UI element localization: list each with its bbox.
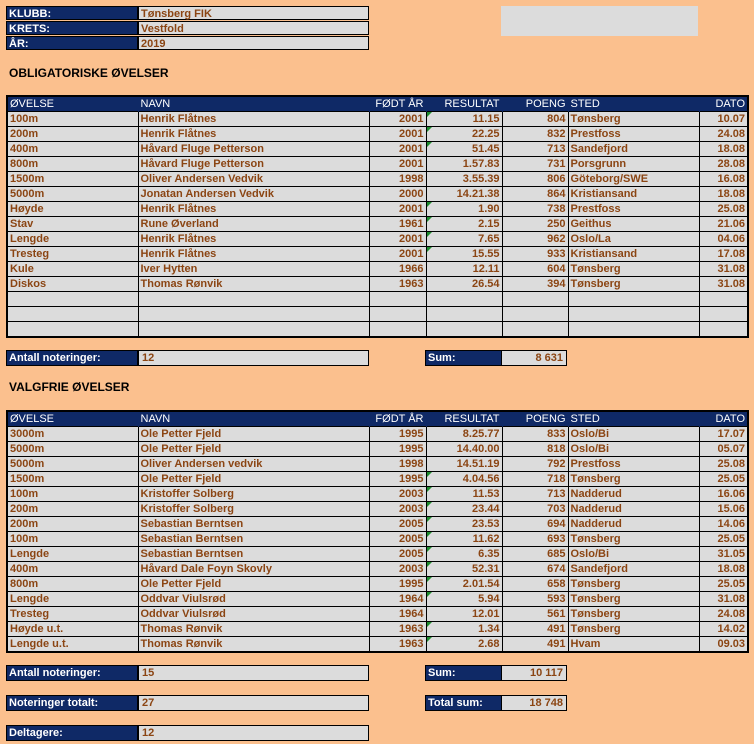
table-row: [7, 517, 748, 532]
cell-sted[interactable]: Sandefjord: [568, 142, 699, 157]
cell-dato[interactable]: 17.07: [699, 427, 748, 442]
cell-navn[interactable]: Henrik Flåtnes: [138, 112, 369, 127]
cell-dato[interactable]: 17.08: [699, 247, 748, 262]
comment-indicator-icon: [427, 637, 432, 642]
cell-fodt[interactable]: 2005: [369, 517, 426, 532]
cell-poeng[interactable]: [502, 322, 568, 338]
cell-fodt[interactable]: 2003: [369, 502, 426, 517]
cell-navn[interactable]: Jonatan Andersen Vedvik: [138, 187, 369, 202]
cell-navn[interactable]: Sebastian Berntsen: [138, 547, 369, 562]
cell-fodt[interactable]: 1995: [369, 427, 426, 442]
cell-sted[interactable]: Prestfoss: [568, 202, 699, 217]
valg-antall-value[interactable]: 15: [138, 665, 369, 681]
cell-fodt[interactable]: 1995: [369, 472, 426, 487]
cell-navn[interactable]: Ole Petter Fjeld: [138, 577, 369, 592]
col-poeng: POENG: [502, 96, 568, 112]
cell-dato[interactable]: 25.05: [699, 532, 748, 547]
cell-sted[interactable]: Tønsberg: [568, 277, 699, 292]
cell-poeng[interactable]: 864: [502, 187, 568, 202]
table-row: [7, 472, 748, 487]
cell-fodt[interactable]: 1964: [369, 607, 426, 622]
ar-value[interactable]: 2019: [138, 36, 369, 50]
cell-sted[interactable]: Kristiansand: [568, 187, 699, 202]
table-row: [7, 292, 748, 307]
cell-dato[interactable]: 18.08: [699, 187, 748, 202]
table-row: [7, 277, 748, 292]
cell-navn[interactable]: Henrik Flåtnes: [138, 127, 369, 142]
cell-sted[interactable]: Geithus: [568, 217, 699, 232]
deltagere-value[interactable]: 12: [138, 725, 369, 741]
cell-dato[interactable]: 31.05: [699, 547, 748, 562]
cell-poeng[interactable]: 818: [502, 442, 568, 457]
cell-navn[interactable]: [138, 307, 369, 322]
col-dato: DATO: [699, 411, 748, 427]
cell-dato[interactable]: 15.06: [699, 502, 748, 517]
comment-indicator-icon: [427, 487, 432, 492]
valg-antall-label: Antall noteringer:: [6, 665, 138, 681]
cell-resultat[interactable]: 23.44: [426, 502, 502, 517]
comment-indicator-icon: [427, 577, 432, 582]
cell-ovelse[interactable]: 3000m: [7, 427, 138, 442]
cell-sted[interactable]: Tønsberg: [568, 532, 699, 547]
valgfrie-title: VALGFRIE ØVELSER: [9, 380, 130, 394]
cell-dato[interactable]: 25.05: [699, 577, 748, 592]
oblig-antall-label: Antall noteringer:: [6, 350, 138, 366]
oblig-sum-value[interactable]: 8 631: [501, 350, 567, 366]
cell-sted[interactable]: Tønsberg: [568, 472, 699, 487]
cell-sted[interactable]: Tønsberg: [568, 607, 699, 622]
table-row: [7, 577, 748, 592]
cell-ovelse[interactable]: Diskos: [7, 277, 138, 292]
cell-sted[interactable]: Tønsberg: [568, 592, 699, 607]
cell-dato[interactable]: 31.08: [699, 262, 748, 277]
cell-sted[interactable]: Tønsberg: [568, 112, 699, 127]
comment-indicator-icon: [427, 592, 432, 597]
cell-poeng[interactable]: 731: [502, 157, 568, 172]
cell-sted[interactable]: Prestfoss: [568, 127, 699, 142]
cell-dato[interactable]: 25.08: [699, 202, 748, 217]
cell-fodt[interactable]: 2001: [369, 127, 426, 142]
comment-indicator-icon: [427, 517, 432, 522]
table-header-row: [7, 411, 748, 427]
cell-dato[interactable]: 25.05: [699, 472, 748, 487]
cell-resultat[interactable]: 12.01: [426, 607, 502, 622]
cell-poeng[interactable]: 933: [502, 247, 568, 262]
table-row: [7, 157, 748, 172]
cell-dato[interactable]: 25.08: [699, 457, 748, 472]
cell-navn[interactable]: Thomas Rønvik: [138, 277, 369, 292]
table-row: [7, 562, 748, 577]
comment-indicator-icon: [427, 112, 432, 117]
cell-ovelse[interactable]: Lengde u.t.: [7, 637, 138, 653]
table-row: [7, 637, 748, 653]
cell-dato[interactable]: 09.03: [699, 637, 748, 653]
cell-ovelse[interactable]: 100m: [7, 487, 138, 502]
empty-grey-cell: [501, 6, 698, 36]
cell-poeng[interactable]: 703: [502, 502, 568, 517]
cell-fodt[interactable]: 1964: [369, 592, 426, 607]
cell-sted[interactable]: Tønsberg: [568, 577, 699, 592]
cell-ovelse[interactable]: Lengde: [7, 232, 138, 247]
cell-navn[interactable]: Oliver Andersen Vedvik: [138, 172, 369, 187]
ar-label: ÅR:: [6, 36, 138, 50]
cell-navn[interactable]: Iver Hytten: [138, 262, 369, 277]
cell-resultat[interactable]: 12.11: [426, 262, 502, 277]
comment-indicator-icon: [427, 247, 432, 252]
comment-indicator-icon: [427, 562, 432, 567]
table-row: [7, 592, 748, 607]
cell-ovelse[interactable]: 100m: [7, 112, 138, 127]
cell-dato[interactable]: 24.08: [699, 127, 748, 142]
cell-ovelse[interactable]: Lengde: [7, 592, 138, 607]
cell-ovelse[interactable]: 5000m: [7, 187, 138, 202]
table-row: [7, 307, 748, 322]
cell-ovelse[interactable]: [7, 322, 138, 338]
cell-ovelse[interactable]: Kule: [7, 262, 138, 277]
table-row: [7, 262, 748, 277]
cell-fodt[interactable]: 2001: [369, 232, 426, 247]
table-row: [7, 427, 748, 442]
cell-poeng[interactable]: 250: [502, 217, 568, 232]
col-dato: DATO: [699, 96, 748, 112]
table-row: [7, 547, 748, 562]
comment-indicator-icon: [427, 622, 432, 627]
cell-resultat[interactable]: 6.35: [426, 547, 502, 562]
cell-navn[interactable]: Kristoffer Solberg: [138, 487, 369, 502]
comment-indicator-icon: [427, 472, 432, 477]
cell-dato[interactable]: 18.08: [699, 142, 748, 157]
cell-poeng[interactable]: 593: [502, 592, 568, 607]
table-row: [7, 187, 748, 202]
cell-ovelse[interactable]: 100m: [7, 532, 138, 547]
cell-resultat[interactable]: 11.62: [426, 532, 502, 547]
comment-indicator-icon: [427, 202, 432, 207]
cell-navn[interactable]: Ole Petter Fjeld: [138, 427, 369, 442]
cell-poeng[interactable]: 832: [502, 127, 568, 142]
cell-fodt[interactable]: 2001: [369, 112, 426, 127]
cell-poeng[interactable]: 561: [502, 607, 568, 622]
cell-resultat[interactable]: [426, 322, 502, 338]
cell-poeng[interactable]: 792: [502, 457, 568, 472]
obligatoriske-title: OBLIGATORISKE ØVELSER: [9, 66, 169, 80]
cell-sted[interactable]: Nadderud: [568, 502, 699, 517]
cell-poeng[interactable]: 658: [502, 577, 568, 592]
cell-navn[interactable]: Sebastian Berntsen: [138, 517, 369, 532]
cell-poeng[interactable]: 713: [502, 142, 568, 157]
cell-navn[interactable]: Oddvar Viulsrød: [138, 592, 369, 607]
cell-dato[interactable]: 21.06: [699, 217, 748, 232]
cell-resultat[interactable]: 3.55.39: [426, 172, 502, 187]
col-ovelse: ØVELSE: [7, 96, 138, 112]
valg-sum-value[interactable]: 10 117: [501, 665, 567, 681]
table-row: [7, 487, 748, 502]
cell-sted[interactable]: Kristiansand: [568, 247, 699, 262]
cell-fodt[interactable]: 1966: [369, 262, 426, 277]
cell-ovelse[interactable]: 200m: [7, 127, 138, 142]
cell-fodt[interactable]: 1998: [369, 172, 426, 187]
col-sted: STED: [568, 96, 699, 112]
table-row: [7, 247, 748, 262]
table-row: [7, 322, 748, 338]
cell-dato[interactable]: 14.02: [699, 622, 748, 637]
cell-dato[interactable]: [699, 322, 748, 338]
cell-dato[interactable]: 10.07: [699, 112, 748, 127]
cell-poeng[interactable]: 491: [502, 622, 568, 637]
table-header-row: [7, 96, 748, 112]
cell-sted[interactable]: [568, 307, 699, 322]
cell-ovelse[interactable]: 1500m: [7, 172, 138, 187]
obligatoriske-table: [6, 95, 749, 338]
cell-fodt[interactable]: 2001: [369, 142, 426, 157]
cell-ovelse[interactable]: Lengde: [7, 547, 138, 562]
comment-indicator-icon: [427, 217, 432, 222]
cell-dato[interactable]: 16.08: [699, 172, 748, 187]
table-row: [7, 217, 748, 232]
cell-fodt[interactable]: 1963: [369, 277, 426, 292]
cell-poeng[interactable]: 713: [502, 487, 568, 502]
cell-ovelse[interactable]: 400m: [7, 562, 138, 577]
cell-ovelse[interactable]: [7, 307, 138, 322]
cell-fodt[interactable]: 1961: [369, 217, 426, 232]
cell-navn[interactable]: Oliver Andersen vedvik: [138, 457, 369, 472]
cell-poeng[interactable]: 804: [502, 112, 568, 127]
cell-sted[interactable]: Oslo/Bi: [568, 547, 699, 562]
oblig-antall-value[interactable]: 12: [138, 350, 369, 366]
cell-ovelse[interactable]: 1500m: [7, 472, 138, 487]
cell-resultat[interactable]: 14.21.38: [426, 187, 502, 202]
noteringer-totalt-label: Noteringer totalt:: [6, 695, 138, 711]
cell-resultat[interactable]: 2.68: [426, 637, 502, 653]
cell-ovelse[interactable]: 800m: [7, 577, 138, 592]
cell-resultat[interactable]: 14.51.19: [426, 457, 502, 472]
noteringer-totalt-value[interactable]: 27: [138, 695, 369, 711]
cell-sted[interactable]: Sandefjord: [568, 562, 699, 577]
cell-resultat[interactable]: 11.53: [426, 487, 502, 502]
cell-poeng[interactable]: 693: [502, 532, 568, 547]
cell-resultat[interactable]: 11.15: [426, 112, 502, 127]
cell-navn[interactable]: [138, 292, 369, 307]
klubb-label: KLUBB:: [6, 6, 138, 20]
cell-sted[interactable]: Tønsberg: [568, 622, 699, 637]
cell-sted[interactable]: Göteborg/SWE: [568, 172, 699, 187]
cell-fodt[interactable]: [369, 322, 426, 338]
cell-ovelse[interactable]: Stav: [7, 217, 138, 232]
cell-dato[interactable]: 28.08: [699, 157, 748, 172]
cell-dato[interactable]: 24.08: [699, 607, 748, 622]
col-navn: NAVN: [138, 96, 369, 112]
cell-resultat[interactable]: 2.01.54: [426, 577, 502, 592]
cell-sted[interactable]: Nadderud: [568, 487, 699, 502]
table-row: [7, 127, 748, 142]
cell-fodt[interactable]: 2000: [369, 187, 426, 202]
comment-indicator-icon: [427, 547, 432, 552]
cell-fodt[interactable]: 1995: [369, 442, 426, 457]
cell-fodt[interactable]: 2003: [369, 487, 426, 502]
cell-fodt[interactable]: 1998: [369, 457, 426, 472]
cell-navn[interactable]: Thomas Rønvik: [138, 622, 369, 637]
cell-navn[interactable]: Henrik Flåtnes: [138, 247, 369, 262]
cell-sted[interactable]: Tønsberg: [568, 262, 699, 277]
valg-sum-label: Sum:: [425, 665, 502, 681]
table-row: [7, 622, 748, 637]
cell-resultat[interactable]: 5.94: [426, 592, 502, 607]
cell-resultat[interactable]: 1.90: [426, 202, 502, 217]
table-row: [7, 607, 748, 622]
cell-resultat[interactable]: 23.53: [426, 517, 502, 532]
cell-navn[interactable]: Sebastian Berntsen: [138, 532, 369, 547]
table-row: [7, 172, 748, 187]
cell-dato[interactable]: 18.08: [699, 562, 748, 577]
cell-fodt[interactable]: 1963: [369, 622, 426, 637]
cell-sted[interactable]: Nadderud: [568, 517, 699, 532]
cell-poeng[interactable]: 685: [502, 547, 568, 562]
col-fodt: FØDT ÅR: [369, 411, 426, 427]
cell-navn[interactable]: Ole Petter Fjeld: [138, 472, 369, 487]
cell-resultat[interactable]: 1.34: [426, 622, 502, 637]
cell-ovelse[interactable]: 200m: [7, 517, 138, 532]
col-sted: STED: [568, 411, 699, 427]
col-navn: NAVN: [138, 411, 369, 427]
cell-resultat[interactable]: [426, 307, 502, 322]
comment-indicator-icon: [427, 232, 432, 237]
cell-ovelse[interactable]: 5000m: [7, 457, 138, 472]
cell-navn[interactable]: Håvard Fluge Petterson: [138, 142, 369, 157]
cell-fodt[interactable]: 2001: [369, 247, 426, 262]
cell-sted[interactable]: Oslo/La: [568, 232, 699, 247]
cell-poeng[interactable]: 833: [502, 427, 568, 442]
valgfrie-table: [6, 410, 749, 653]
cell-ovelse[interactable]: 5000m: [7, 442, 138, 457]
col-resultat: RESULTAT: [426, 411, 502, 427]
col-poeng: POENG: [502, 411, 568, 427]
cell-fodt[interactable]: 1995: [369, 577, 426, 592]
cell-fodt[interactable]: 2005: [369, 532, 426, 547]
cell-ovelse[interactable]: 200m: [7, 502, 138, 517]
deltagere-label: Deltagere:: [6, 725, 138, 741]
cell-dato[interactable]: [699, 307, 748, 322]
cell-poeng[interactable]: 491: [502, 637, 568, 653]
cell-navn[interactable]: Oddvar Viulsrød: [138, 607, 369, 622]
table-row: [7, 442, 748, 457]
comment-indicator-icon: [427, 502, 432, 507]
cell-poeng[interactable]: 604: [502, 262, 568, 277]
cell-dato[interactable]: 14.06: [699, 517, 748, 532]
cell-poeng[interactable]: [502, 292, 568, 307]
cell-fodt[interactable]: [369, 292, 426, 307]
cell-resultat[interactable]: 2.15: [426, 217, 502, 232]
col-fodt: FØDT ÅR: [369, 96, 426, 112]
cell-navn[interactable]: [138, 322, 369, 338]
cell-resultat[interactable]: 1.57.83: [426, 157, 502, 172]
col-resultat: RESULTAT: [426, 96, 502, 112]
cell-ovelse[interactable]: [7, 292, 138, 307]
cell-fodt[interactable]: [369, 307, 426, 322]
cell-resultat[interactable]: 26.54: [426, 277, 502, 292]
cell-fodt[interactable]: 2005: [369, 547, 426, 562]
cell-sted[interactable]: [568, 322, 699, 338]
cell-ovelse[interactable]: Høyde u.t.: [7, 622, 138, 637]
cell-navn[interactable]: Rune Øverland: [138, 217, 369, 232]
cell-sted[interactable]: Oslo/Bi: [568, 427, 699, 442]
cell-poeng[interactable]: 674: [502, 562, 568, 577]
cell-dato[interactable]: [699, 292, 748, 307]
cell-resultat[interactable]: 22.25: [426, 127, 502, 142]
table-row: [7, 112, 748, 127]
cell-dato[interactable]: 31.08: [699, 277, 748, 292]
cell-navn[interactable]: Henrik Flåtnes: [138, 232, 369, 247]
cell-fodt[interactable]: 2003: [369, 562, 426, 577]
cell-ovelse[interactable]: Tresteg: [7, 607, 138, 622]
cell-resultat[interactable]: 51.45: [426, 142, 502, 157]
cell-fodt[interactable]: 2001: [369, 157, 426, 172]
cell-fodt[interactable]: 1963: [369, 637, 426, 653]
cell-resultat[interactable]: [426, 292, 502, 307]
cell-resultat[interactable]: 15.55: [426, 247, 502, 262]
klubb-value[interactable]: Tønsberg FIK: [138, 6, 369, 20]
total-sum-label: Total sum:: [425, 695, 502, 711]
cell-ovelse[interactable]: 800m: [7, 157, 138, 172]
cell-sted[interactable]: [568, 292, 699, 307]
cell-navn[interactable]: Håvard Dale Foyn Skovly: [138, 562, 369, 577]
table-row: [7, 457, 748, 472]
cell-resultat[interactable]: 4.04.56: [426, 472, 502, 487]
krets-value[interactable]: Vestfold: [138, 21, 369, 35]
cell-dato[interactable]: 16.06: [699, 487, 748, 502]
cell-ovelse[interactable]: Høyde: [7, 202, 138, 217]
comment-indicator-icon: [427, 142, 432, 147]
cell-poeng[interactable]: 738: [502, 202, 568, 217]
cell-poeng[interactable]: [502, 307, 568, 322]
cell-poeng[interactable]: 718: [502, 472, 568, 487]
cell-sted[interactable]: Porsgrunn: [568, 157, 699, 172]
cell-dato[interactable]: 04.06: [699, 232, 748, 247]
cell-sted[interactable]: Prestfoss: [568, 457, 699, 472]
comment-indicator-icon: [427, 532, 432, 537]
cell-navn[interactable]: Thomas Rønvik: [138, 637, 369, 653]
cell-resultat[interactable]: 7.65: [426, 232, 502, 247]
cell-dato[interactable]: 05.07: [699, 442, 748, 457]
table-row: [7, 202, 748, 217]
table-row: [7, 232, 748, 247]
cell-sted[interactable]: Hvam: [568, 637, 699, 653]
cell-navn[interactable]: Ole Petter Fjeld: [138, 442, 369, 457]
cell-resultat[interactable]: 8.25.77: [426, 427, 502, 442]
cell-navn[interactable]: Henrik Flåtnes: [138, 202, 369, 217]
oblig-sum-label: Sum:: [425, 350, 502, 366]
krets-label: KRETS:: [6, 21, 138, 35]
cell-dato[interactable]: 31.08: [699, 592, 748, 607]
total-sum-value[interactable]: 18 748: [501, 695, 567, 711]
cell-poeng[interactable]: 694: [502, 517, 568, 532]
cell-navn[interactable]: Kristoffer Solberg: [138, 502, 369, 517]
col-ovelse: ØVELSE: [7, 411, 138, 427]
cell-sted[interactable]: Oslo/Bi: [568, 442, 699, 457]
table-row: [7, 142, 748, 157]
cell-resultat[interactable]: 14.40.00: [426, 442, 502, 457]
cell-poeng[interactable]: 962: [502, 232, 568, 247]
cell-navn[interactable]: Håvard Fluge Petterson: [138, 157, 369, 172]
cell-ovelse[interactable]: Tresteg: [7, 247, 138, 262]
cell-poeng[interactable]: 394: [502, 277, 568, 292]
cell-fodt[interactable]: 2001: [369, 202, 426, 217]
table-row: [7, 532, 748, 547]
cell-poeng[interactable]: 806: [502, 172, 568, 187]
comment-indicator-icon: [427, 127, 432, 132]
cell-ovelse[interactable]: 400m: [7, 142, 138, 157]
cell-resultat[interactable]: 52.31: [426, 562, 502, 577]
table-row: [7, 502, 748, 517]
